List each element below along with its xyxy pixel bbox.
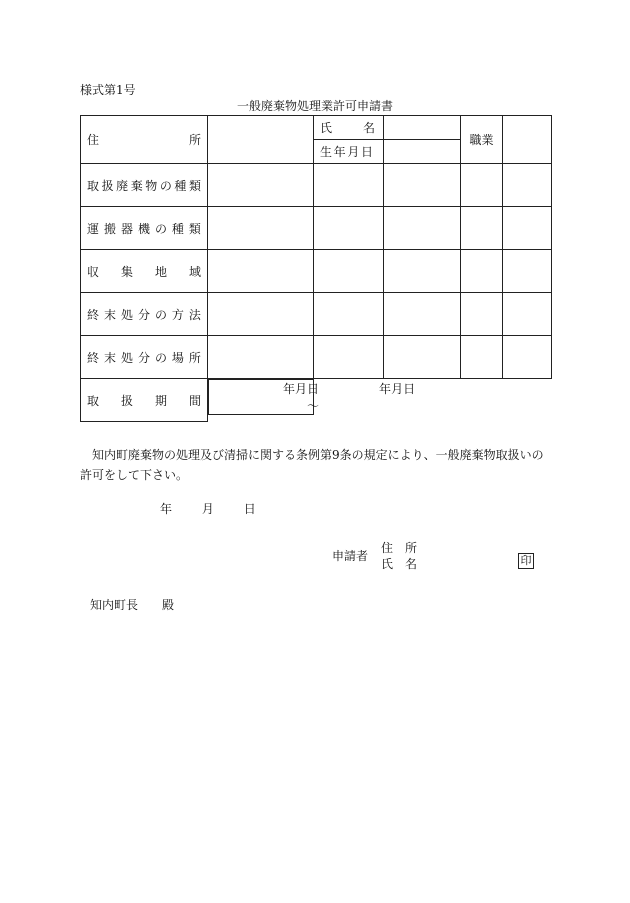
spread-text <box>87 131 201 148</box>
cell[interactable] <box>461 207 503 250</box>
application-statement: 知内町廃棄物の処理及び清掃に関する条例第9条の規定により、一般廃棄物取扱いの許可をして下さい。 <box>80 448 544 482</box>
char: 処 <box>120 350 133 365</box>
char: の <box>159 178 172 193</box>
cell[interactable] <box>503 164 552 207</box>
occupation-value[interactable] <box>503 116 552 164</box>
cell[interactable] <box>384 293 461 336</box>
char: の <box>154 307 167 322</box>
char: 取 <box>87 393 100 408</box>
char: 扱 <box>120 393 133 408</box>
vehicle-type-label <box>81 207 208 250</box>
char: 搬 <box>103 221 116 236</box>
cell[interactable] <box>503 207 552 250</box>
char: 所 <box>188 133 201 147</box>
period-day: 日 <box>403 382 416 396</box>
cell[interactable] <box>503 336 552 379</box>
char: 廃 <box>116 178 129 193</box>
char: 名 <box>362 121 375 135</box>
cell[interactable] <box>503 293 552 336</box>
period-month: 月 <box>295 382 308 396</box>
name-label <box>314 116 384 140</box>
char: の <box>154 350 167 365</box>
addressee: 知内町長 殿 <box>90 598 175 612</box>
table-row <box>81 207 552 250</box>
char: 月 <box>347 145 360 159</box>
char: 末 <box>103 350 116 365</box>
char: 取 <box>87 178 100 193</box>
table-row <box>81 116 552 140</box>
char: 扱 <box>101 178 114 193</box>
char: 種 <box>174 178 187 193</box>
char: 類 <box>188 178 201 193</box>
cell[interactable] <box>384 250 461 293</box>
char: 末 <box>103 307 116 322</box>
char: 棄 <box>130 178 143 193</box>
cell[interactable] <box>314 207 384 250</box>
cell[interactable] <box>461 336 503 379</box>
cell[interactable] <box>314 336 384 379</box>
cell[interactable] <box>314 293 384 336</box>
char: 所 <box>188 350 201 365</box>
cell[interactable] <box>208 336 314 379</box>
occupation-label: 職業 <box>461 116 503 164</box>
char: 住 <box>87 133 100 147</box>
char: 間 <box>188 393 201 408</box>
handling-period-value[interactable] <box>208 379 416 415</box>
application-date <box>160 500 256 517</box>
table-row <box>81 164 552 207</box>
period-year: 年 <box>379 382 392 396</box>
form-title: 一般廃棄物処理業許可申請書 <box>236 99 393 113</box>
date-month: 月 <box>201 502 214 516</box>
char: 方 <box>171 307 184 322</box>
birthdate-label <box>314 140 384 164</box>
period-day-tilde: 日 ～ <box>307 382 320 413</box>
birthdate-value[interactable] <box>384 140 461 164</box>
table-row <box>81 336 552 379</box>
char: 処 <box>120 307 133 322</box>
name-value[interactable] <box>384 116 461 140</box>
applicant-name-label: 氏 名 <box>381 557 418 571</box>
char: 法 <box>188 307 201 322</box>
application-table <box>80 115 552 422</box>
cell[interactable] <box>384 164 461 207</box>
char: 終 <box>87 307 100 322</box>
handling-period-label <box>81 379 208 422</box>
char: 域 <box>188 264 201 279</box>
date-year: 年 <box>160 502 173 516</box>
table-row <box>81 379 552 422</box>
disposal-method-label <box>81 293 208 336</box>
char: 分 <box>137 350 150 365</box>
table-row <box>81 293 552 336</box>
cell[interactable] <box>208 164 314 207</box>
date-day: 日 <box>243 502 256 516</box>
cell[interactable] <box>208 293 314 336</box>
char: 年 <box>333 145 346 159</box>
char: 類 <box>188 221 201 236</box>
cell[interactable] <box>461 164 503 207</box>
collection-area-label <box>81 250 208 293</box>
address-label <box>81 116 208 164</box>
char: 機 <box>137 221 150 236</box>
form-number: 様式第1号 <box>80 83 136 97</box>
char: 分 <box>137 307 150 322</box>
char: 氏 <box>320 121 333 135</box>
char: 集 <box>120 264 133 279</box>
char: 日 <box>360 145 373 159</box>
char: 器 <box>120 221 133 236</box>
cell[interactable] <box>384 207 461 250</box>
char: 終 <box>87 350 100 365</box>
applicant-address-label: 住 所 <box>381 541 418 555</box>
cell[interactable] <box>208 250 314 293</box>
char: の <box>154 221 167 236</box>
cell[interactable] <box>208 207 314 250</box>
waste-type-label <box>81 164 208 207</box>
cell[interactable] <box>314 164 384 207</box>
char: 期 <box>154 393 167 408</box>
char: 種 <box>171 221 184 236</box>
char: 場 <box>171 350 184 365</box>
char: 生 <box>320 145 333 159</box>
applicant-label: 申請者 <box>332 549 369 563</box>
table-row <box>81 250 552 293</box>
address-value[interactable] <box>208 116 314 164</box>
seal-mark: 印 <box>518 553 534 569</box>
disposal-place-label <box>81 336 208 379</box>
period-year: 年 <box>283 382 296 396</box>
period-month: 月 <box>391 382 404 396</box>
char: 地 <box>154 264 167 279</box>
cell[interactable] <box>384 336 461 379</box>
char: 運 <box>87 221 100 236</box>
cell[interactable] <box>461 250 503 293</box>
char: 物 <box>145 178 158 193</box>
char: 収 <box>87 264 100 279</box>
cell[interactable] <box>503 250 552 293</box>
cell[interactable] <box>314 250 384 293</box>
cell[interactable] <box>461 293 503 336</box>
